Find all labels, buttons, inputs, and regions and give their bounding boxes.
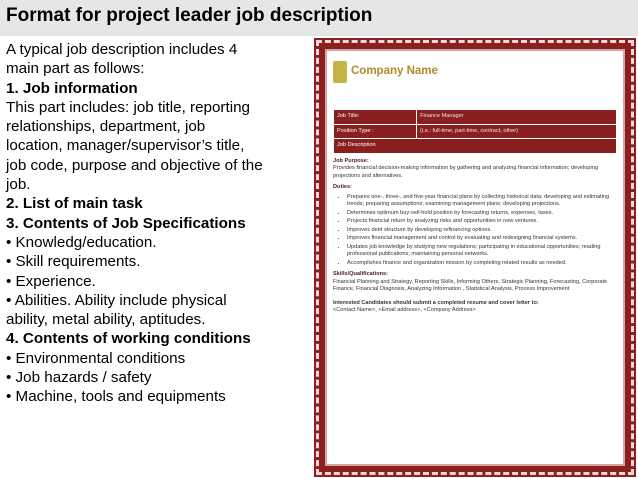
body-line: relationships, department, job: [6, 118, 206, 136]
purpose-text: Provides financial decision-making information by gathering and analyzing financial information; developing projections and alternatives.: [333, 165, 598, 179]
skills-heading: Skills/Qualifications:: [333, 271, 389, 277]
body-line: job code, purpose and objective of the: [6, 156, 263, 174]
slide-body: [6, 40, 306, 407]
duties-heading: Duties:: [333, 184, 352, 190]
job-info-table: [333, 109, 617, 154]
duties-list: [333, 194, 617, 268]
body-line: This part includes: job title, reporting: [6, 98, 250, 116]
company-name: Company Name: [351, 65, 438, 78]
list-item: • Projects financial return by analyzing risks and opportunities in new ventures.: [347, 218, 617, 226]
list-item: • Determines optimum buy-sell-hold position by forecasting returns, expenses, taxes.: [347, 210, 617, 218]
job-description-document: [314, 38, 636, 477]
section-heading: 1. Job information: [6, 79, 138, 97]
body-line: main part as follows:: [6, 60, 145, 78]
skills-text: Financial Planning and Strategy, Reporting Skills, Informing Others, Strategic Planning, Forecasting, Corporate Finance, Financial Diagnosis, Analyzing Information , Statistical Analysis, Process Improvement: [333, 278, 608, 292]
body-line: job.: [6, 176, 31, 194]
body-line: A typical job description includes 4: [6, 41, 238, 58]
row-value: (i.e.: full-time, part-time, contract, other): [417, 124, 617, 139]
document-content: [333, 55, 617, 460]
table-row: [334, 139, 617, 154]
body-line: location, manager/supervisor’s title,: [6, 137, 245, 155]
list-item: • Updates job knowledge by studying new regulations; participating in educational opportunities; reading professional publications; maintaining personal networks.: [347, 244, 617, 259]
title-bar: [0, 0, 638, 36]
body-line: • Job hazards / safety: [6, 369, 152, 387]
purpose-heading: Job Purpose:: [333, 157, 369, 164]
row-label: Job Description: [334, 139, 617, 154]
row-value: Finance Manager: [417, 110, 617, 125]
apply-text: Interested Candidates should submit a completed resume and cover letter to:: [333, 299, 539, 306]
section-heading: 2. List of main task: [6, 195, 143, 213]
body-line: • Skill requirements.: [6, 253, 141, 271]
list-item: • Improves debt structure by developing refinancing options.: [347, 227, 617, 235]
contact-text: <Contact Name>, <Email address>, <Company Address>: [333, 307, 476, 313]
slide-title: Format for project leader job description: [6, 5, 373, 26]
section-heading: 3. Contents of Job Specifications: [6, 214, 246, 232]
row-label: Job Title:: [334, 110, 417, 125]
table-row: [334, 110, 617, 125]
body-line: • Environmental conditions: [6, 349, 186, 367]
body-line: • Knowledg/education.: [6, 233, 157, 251]
list-item: • Accomplishes finance and organization mission by completing related results as needed.: [347, 260, 617, 268]
body-line: • Experience.: [6, 272, 96, 290]
company-logo: [333, 55, 617, 89]
list-item: • Prepares one-, three-, and five-year financial plans by collecting historical data; developing and estimating trends; preparing assumptions; examining management plans; developing projections.: [347, 194, 617, 209]
body-line: • Abilities. Ability include physical: [6, 291, 227, 309]
body-line: • Machine, tools and equipments: [6, 388, 226, 406]
list-item: • Improves financial management and control by evaluating and redesigning financial systems.: [347, 235, 617, 243]
row-label: Position Type :: [334, 124, 417, 139]
logo-icon: [333, 61, 347, 83]
section-heading: 4. Contents of working conditions: [6, 330, 251, 348]
table-row: [334, 124, 617, 139]
body-line: ability, metal ability, aptitudes.: [6, 311, 206, 329]
